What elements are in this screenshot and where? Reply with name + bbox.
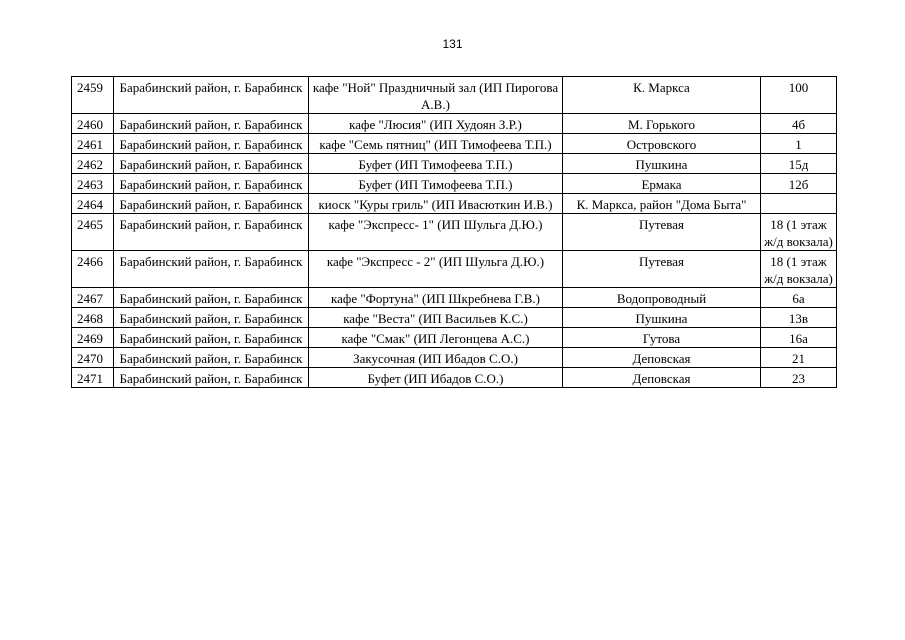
- row-number: 2466: [72, 251, 114, 288]
- row-street: Ермака: [563, 174, 761, 194]
- row-house: 23: [761, 368, 837, 388]
- table-row: [72, 328, 837, 348]
- table-row: [72, 308, 837, 328]
- row-number: 2465: [72, 214, 114, 251]
- row-establishment: кафе "Фортуна" (ИП Шкребнева Г.В.): [309, 288, 563, 308]
- row-street: Деповская: [563, 368, 761, 388]
- row-establishment: кафе "Ной" Праздничный зал (ИП Пирогова А.В.): [309, 77, 563, 114]
- row-number: 2459: [72, 77, 114, 114]
- table-row: [72, 368, 837, 388]
- row-establishment: кафе "Люсия" (ИП Худоян З.Р.): [309, 114, 563, 134]
- table-row: [72, 174, 837, 194]
- row-establishment: Закусочная (ИП Ибадов С.О.): [309, 348, 563, 368]
- row-district: Барабинский район, г. Барабинск: [114, 194, 309, 214]
- row-number: 2469: [72, 328, 114, 348]
- table-row: [72, 288, 837, 308]
- row-number: 2461: [72, 134, 114, 154]
- row-district: Барабинский район, г. Барабинск: [114, 134, 309, 154]
- row-establishment: Буфет (ИП Тимофеева Т.П.): [309, 174, 563, 194]
- row-street: Водопроводный: [563, 288, 761, 308]
- row-district: Барабинский район, г. Барабинск: [114, 154, 309, 174]
- row-house: 18 (1 этаж ж/д вокзала): [761, 251, 837, 288]
- row-street: Островского: [563, 134, 761, 154]
- table-row: [72, 348, 837, 368]
- row-house: 100: [761, 77, 837, 114]
- row-street: К. Маркса, район "Дома Быта": [563, 194, 761, 214]
- row-house: 1: [761, 134, 837, 154]
- row-district: Барабинский район, г. Барабинск: [114, 348, 309, 368]
- row-house: 4б: [761, 114, 837, 134]
- row-district: Барабинский район, г. Барабинск: [114, 114, 309, 134]
- row-house: 6а: [761, 288, 837, 308]
- row-number: 2468: [72, 308, 114, 328]
- table-row: [72, 77, 837, 114]
- row-house: 21: [761, 348, 837, 368]
- table-row: [72, 194, 837, 214]
- table-row: [72, 114, 837, 134]
- row-establishment: кафе "Экспресс- 1" (ИП Шульга Д.Ю.): [309, 214, 563, 251]
- row-house: 15д: [761, 154, 837, 174]
- row-street: Пушкина: [563, 308, 761, 328]
- row-house: 12б: [761, 174, 837, 194]
- row-establishment: кафе "Смак" (ИП Легонцева А.С.): [309, 328, 563, 348]
- row-district: Барабинский район, г. Барабинск: [114, 288, 309, 308]
- row-street: Путевая: [563, 251, 761, 288]
- row-house: 18 (1 этаж ж/д вокзала): [761, 214, 837, 251]
- row-street: Гутова: [563, 328, 761, 348]
- row-number: 2463: [72, 174, 114, 194]
- row-house: 16а: [761, 328, 837, 348]
- row-house: [761, 194, 837, 214]
- row-district: Барабинский район, г. Барабинск: [114, 214, 309, 251]
- row-number: 2471: [72, 368, 114, 388]
- row-number: 2464: [72, 194, 114, 214]
- row-house: 13в: [761, 308, 837, 328]
- row-street: Путевая: [563, 214, 761, 251]
- row-establishment: кафе "Экспресс - 2" (ИП Шульга Д.Ю.): [309, 251, 563, 288]
- row-district: Барабинский район, г. Барабинск: [114, 328, 309, 348]
- row-district: Барабинский район, г. Барабинск: [114, 77, 309, 114]
- row-number: 2462: [72, 154, 114, 174]
- row-number: 2470: [72, 348, 114, 368]
- row-number: 2460: [72, 114, 114, 134]
- table-row: [72, 251, 837, 288]
- row-street: М. Горького: [563, 114, 761, 134]
- establishments-table: [71, 76, 837, 388]
- table-row: [72, 214, 837, 251]
- row-establishment: кафе "Веста" (ИП Васильев К.С.): [309, 308, 563, 328]
- row-establishment: Буфет (ИП Ибадов С.О.): [309, 368, 563, 388]
- row-establishment: киоск "Куры гриль" (ИП Ивасюткин И.В.): [309, 194, 563, 214]
- page-number: 131: [442, 37, 463, 51]
- row-district: Барабинский район, г. Барабинск: [114, 308, 309, 328]
- row-district: Барабинский район, г. Барабинск: [114, 174, 309, 194]
- row-street: Деповская: [563, 348, 761, 368]
- row-district: Барабинский район, г. Барабинск: [114, 368, 309, 388]
- table-row: [72, 154, 837, 174]
- table-body: [72, 77, 837, 388]
- table-row: [72, 134, 837, 154]
- row-district: Барабинский район, г. Барабинск: [114, 251, 309, 288]
- row-establishment: Буфет (ИП Тимофеева Т.П.): [309, 154, 563, 174]
- row-street: Пушкина: [563, 154, 761, 174]
- row-street: К. Маркса: [563, 77, 761, 114]
- row-number: 2467: [72, 288, 114, 308]
- row-establishment: кафе "Семь пятниц" (ИП Тимофеева Т.П.): [309, 134, 563, 154]
